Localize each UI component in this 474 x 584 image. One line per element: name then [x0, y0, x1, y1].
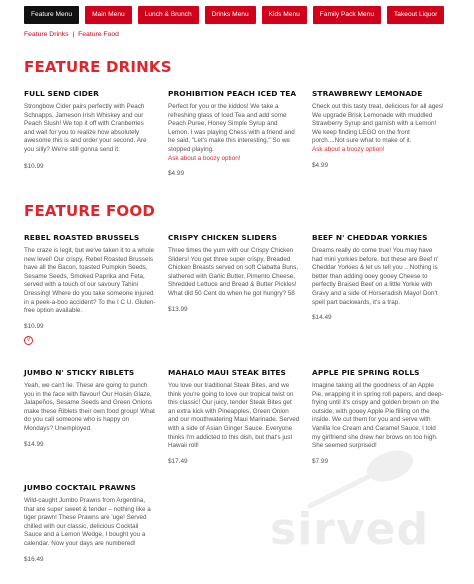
item-name: REBEL ROASTED BRUSSELS: [24, 233, 140, 242]
menu-item: [312, 89, 444, 169]
item-name: CRISPY CHICKEN SLIDERS: [168, 233, 278, 242]
watermark-text: sirved: [270, 504, 429, 555]
item-description: Perfect for you or the kiddos! We take a refreshing glass of Iced Tea and add some Peach Puree, Honey Simple Syrup and Lemon. I was playing Chess with a friend and he said, "Let's make this interesting." So we stopped playing.: [168, 103, 295, 153]
item-name: APPLE PIE SPRING ROLLS: [312, 368, 420, 377]
item-description: You love our traditional Steak Bites, and we think you're going to love our tropical twist on this classic! Our juicy, tender Steak Bites get an extra kick with Pineapples, Green Onion and our mouthwatering Maui Marinade. Served with a side of Asian Ginger Sauce. Everyone thinks I'm addicted to this dish, but that's just Hawaii roll!: [168, 382, 300, 450]
breadcrumb-feature-drinks[interactable]: Feature Drinks: [24, 31, 69, 38]
nav-family-pack-menu[interactable]: Family Pack Menu: [313, 6, 381, 24]
item-description: Check out this tasty treat, delicious for all ages! We upgrade Brisk Lemonade with muddled Strawberry Syrup and garnish with a Lemon! We keep finding LEGO on the front porch....Not sure what to make of it.: [312, 103, 444, 145]
item-name: STRAWBREWY LEMONADE: [312, 89, 423, 98]
item-price: $10.99: [24, 322, 44, 330]
item-description: Imagine taking all the goodness of an Apple Pie, wrapping it in spring roll papers, and deep-frying until it's crispy and golden brown on the outside, with gooey Apple Pie filling on the inside. We cut them for you and serve with Vanilla Ice Cream and Caramel Sauce. I told my girlfriend she drew her brows on too high. She seemed surprised!: [312, 382, 444, 450]
item-price: $4.99: [168, 170, 184, 178]
item-price: $4.99: [312, 161, 328, 169]
item-description: Dreams really do come true! You may have had mini yorkies before, but these are Beef n' Cheddar Yorkies & let us tell you .. Nothing is better than adding ooey gooey Cheese to perfectly Braised Beef on a little Yorkie with Gravy and a side of Horseradish Mayo! Don't spell part backwards, it's a trap.: [312, 247, 439, 306]
item-price: $7.99: [312, 457, 328, 465]
item-price: $17.49: [168, 457, 188, 465]
menu-item: [168, 233, 300, 313]
item-description: Yeah, we can't lie. These are going to punch you in the face with flavour! Our Hoisin Glaze, Jalapeños, Sesame Seeds and Green Onions make these Riblets their own food group! What do you call someone who is happy on Mondays? Unemployed.: [24, 382, 155, 432]
item-description: The craze is legit, but we've taken it to a whole new level! Our crispy, Rebel Roasted Brussels have all the Bacon, toasted Pumpkin Seeds, Sesame Seeds, Smoked Paprika and Feta, served with a touch of our savoury Tahini Dressing! Where do you take someone injured in a peek-a-boo accident? To the I C U. Gluten-free option available.: [24, 247, 156, 315]
item-name: FULL SEND CIDER: [24, 89, 99, 98]
nav-drinks-menu[interactable]: Drinks Menu: [205, 6, 256, 24]
item-name: JUMBO COCKTAIL PRAWNS: [24, 483, 136, 492]
item-price: $16.49: [24, 555, 44, 563]
item-note: Ask about a boozy option!: [312, 145, 385, 153]
item-price: $13.99: [168, 305, 188, 313]
item-name: BEEF N' CHEDDAR YORKIES: [312, 233, 428, 242]
nav-main-menu[interactable]: Main Menu: [85, 6, 132, 24]
item-description: Three times the yum with our Crispy Chicken Sliders! You get three super crispy, Breaded Chicken Breasts served on soft Ciabatta Buns, slathered with Garlic Butter, Pimento Cheese, Shredded Lettuce and Bread & Butter Pickles! What did 50 Cent do when he got hungry? 58: [168, 247, 299, 297]
item-description: Strongbow Cider pairs perfectly with Peach Schnapps, Jameson Irish Whiskey and our Peach Slush! We top it off with Cranberries and wait for you to realize how absolutely awesome this is and order your second. Are you silly? We're still gonna send it.: [24, 103, 147, 153]
menu-item: [24, 368, 156, 448]
item-name: MAHALO MAUI STEAK BITES: [168, 368, 286, 377]
sirved-watermark: [270, 444, 460, 574]
vegetarian-icon: V: [24, 336, 33, 345]
nav-kids-menu[interactable]: Kids Menu: [262, 6, 307, 24]
menu-item: [24, 233, 156, 345]
menu-item: [168, 89, 300, 177]
item-name: PROHIBITION PEACH ICED TEA: [168, 89, 297, 98]
menu-item: [24, 89, 156, 170]
nav-takeout-liquor[interactable]: Takeout Liquor: [387, 6, 444, 24]
section-title-food: FEATURE FOOD: [24, 202, 155, 220]
breadcrumb-separator: |: [72, 31, 75, 38]
nav-feature-menu[interactable]: Feature Menu: [24, 6, 79, 24]
item-price: $14.99: [24, 440, 44, 448]
menu-item: [312, 233, 444, 321]
item-price: $10.99: [24, 162, 44, 170]
item-description: Wild-caught Jumbo Prawns from Argentina, that are super sweet & tender – nothing like a tiger prawn! These Prawns are 'uge! Served chilled with our classic, delicious Cocktail Sauce and a Lemon Wedge. I bought you a calendar. Now your days are numbered!: [24, 497, 151, 547]
section-title-drinks: FEATURE DRINKS: [24, 58, 172, 76]
nav-lunch-brunch[interactable]: Lunch & Brunch: [138, 6, 199, 24]
menu-item: [24, 483, 156, 563]
top-nav: [24, 6, 444, 24]
item-price: $14.49: [312, 314, 332, 322]
item-note: Ask about a boozy option!: [168, 154, 241, 162]
item-name: JUMBO N' STICKY RIBLETS: [24, 368, 135, 377]
breadcrumb: [24, 31, 119, 38]
breadcrumb-feature-food[interactable]: Feature Food: [78, 31, 119, 38]
